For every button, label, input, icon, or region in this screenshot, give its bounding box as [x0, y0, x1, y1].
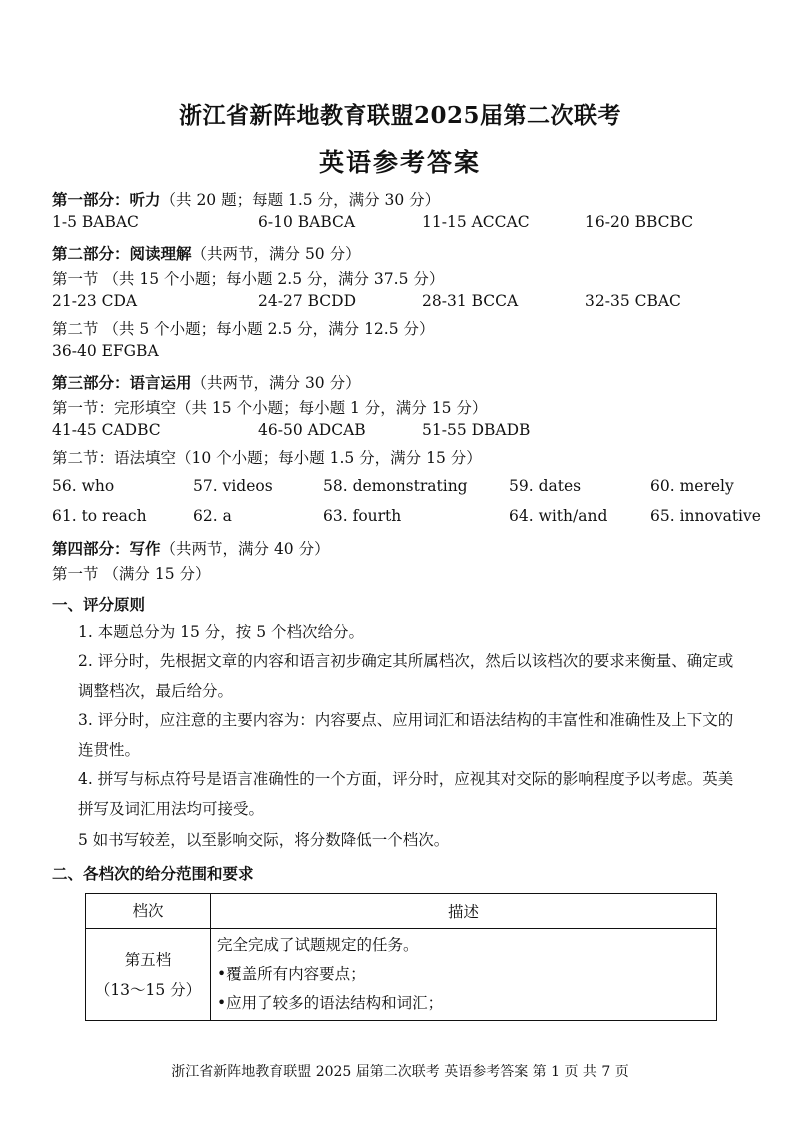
answer-cell: 56. who [52, 477, 115, 495]
table-row [86, 929, 717, 1021]
part2-info: （共两节，满分 50 分） [191, 245, 361, 263]
part4-heading-line [52, 537, 330, 559]
answer-cell: 63. fourth [323, 507, 402, 525]
page-title: 浙江省新阵地教育联盟2025届第二次联考 [178, 102, 621, 129]
col-level-header: 档次 [86, 894, 211, 929]
part3-section2-label: 第二节：语法填空（10 个小题；每小题 1.5 分，满分 15 分） [52, 449, 482, 467]
answer-cell: 62. a [193, 507, 232, 525]
page-footer: 浙江省新阵地教育联盟 2025 届第二次联考 英语参考答案 第 1 页 共 7 页 [171, 1064, 629, 1080]
part1-heading: 第一部分：听力 [52, 190, 161, 209]
answer-cell: 59. dates [509, 477, 582, 495]
level-range: （13～15 分） [94, 980, 202, 999]
principle-item: 2. 评分时，先根据文章的内容和语言初步确定其所属档次，然后以该档次的要求来衡量、确定或调整档次，最后给分。 [78, 652, 734, 700]
answer-cell: 65. innovative [650, 507, 761, 525]
answer-cell: 64. with/and [509, 507, 608, 525]
principle-item: 3. 评分时，应注意的主要内容为：内容要点、应用词汇和语法结构的丰富性和准确性及上下文的连贯性。 [78, 711, 734, 759]
part4-info: （共两节，满分 40 分） [160, 540, 330, 558]
answer-cell: 57. videos [193, 477, 273, 495]
part3-section1-label: 第一节：完形填空（共 15 个小题；每小题 1 分，满分 15 分） [52, 399, 488, 417]
part1-info: （共 20 题；每题 1.5 分，满分 30 分） [160, 191, 441, 209]
answer-cell: 46-50 ADCAB [258, 421, 366, 439]
desc-line: 完全完成了试题规定的任务。 [217, 936, 419, 954]
part3-heading: 第三部分：语言运用 [52, 373, 192, 392]
level-cell [86, 929, 211, 1021]
desc-line: •覆盖所有内容要点； [217, 965, 366, 983]
answer-cell: 36-40 EFGBA [52, 342, 159, 360]
answer-cell: 6-10 BABCA [258, 213, 356, 231]
part2-heading-line [52, 242, 361, 264]
principle-item: 5 如书写较差，以至影响交际，将分数降低一个档次。 [78, 831, 450, 849]
answer-cell: 51-55 DBADB [422, 421, 531, 439]
grading-table [85, 893, 717, 1021]
answer-cell: 16-20 BBCBC [585, 213, 694, 231]
answer-cell: 1-5 BABAC [52, 213, 139, 231]
col-desc-header: 描述 [211, 894, 717, 929]
answer-cell: 28-31 BCCA [422, 292, 519, 310]
answer-cell: 24-27 BCDD [258, 292, 357, 310]
levels-heading: 二、各档次的给分范围和要求 [52, 864, 254, 883]
answer-cell: 21-23 CDA [52, 292, 138, 310]
part1-heading-line [52, 188, 440, 210]
part4-heading: 第四部分：写作 [52, 539, 161, 558]
part3-heading-line [52, 371, 361, 393]
level-name: 第五档 [124, 950, 172, 969]
principles-heading: 一、评分原则 [52, 595, 146, 614]
principle-item: 4. 拼写与标点符号是语言准确性的一个方面，评分时，应视其对交际的影响程度予以考虑。英美拼写及词汇用法均可接受。 [78, 770, 734, 818]
principle-item: 1. 本题总分为 15 分，按 5 个档次给分。 [78, 623, 365, 641]
answer-cell: 58. demonstrating [323, 477, 468, 495]
part2-section2-label: 第二节 （共 5 个小题；每小题 2.5 分，满分 12.5 分） [52, 320, 435, 338]
part3-info: （共两节，满分 30 分） [191, 374, 361, 392]
desc-cell [211, 929, 717, 1021]
answer-cell: 11-15 ACCAC [422, 213, 530, 231]
answer-cell: 32-35 CBAC [585, 292, 681, 310]
table-header-row [86, 894, 717, 929]
desc-line: •应用了较多的语法结构和词汇； [217, 994, 444, 1012]
answer-cell: 41-45 CADBC [52, 421, 161, 439]
page-subtitle: 英语参考答案 [318, 148, 481, 177]
answer-cell: 61. to reach [52, 507, 147, 525]
part2-heading: 第二部分：阅读理解 [52, 244, 192, 263]
answer-cell: 60. merely [650, 477, 734, 495]
part4-section1-label: 第一节 （满分 15 分） [52, 565, 211, 583]
part2-section1-label: 第一节 （共 15 个小题；每小题 2.5 分，满分 37.5 分） [52, 270, 445, 288]
